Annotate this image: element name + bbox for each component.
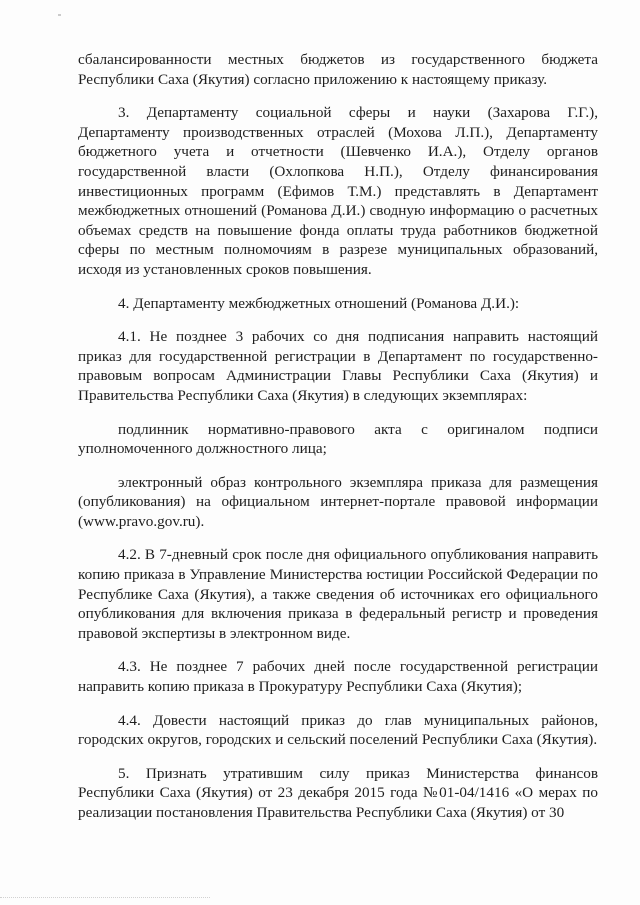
paragraph-item-3: 3. Департаменту социальной сферы и науки (Захарова Г.Г.), Департаменту производственных отраслей (Мохова Л.П.), Департаменту бюджетного учета и отчетности (Шевченко И.А.), Отделу органов государственной власти (Охлопкова Н.П.), Отделу финансирования инвестиционных программ (Ефимов Т.М.) представлять в Департамент межбюджетных отношений (Романова Д.И.) сводную информацию о расчетных объемах средств на повышение фонда оплаты труда работников бюджетной сферы по местным полномочиям в разрезе муниципальных образований, исходя из установленных сроков повышения. xyxy=(78,104,598,278)
paragraph-item-4-2: 4.2. В 7-дневный срок после дня официального опубликования направить копию приказа в Управление Министерства юстиции Российской Федерации по Республике Саха (Якутия), а также сведения об источниках его официального опубликования для включения приказа в федеральный регистр и проведения правовой экспертизы в электронном виде. xyxy=(78,546,598,642)
paragraph-continuation: сбалансированности местных бюджетов из государственного бюджета Республики Саха (Якутия) согласно приложению к настоящему приказу. xyxy=(78,51,598,88)
document-body xyxy=(78,50,598,837)
paragraph-item-4-1: 4.1. Не позднее 3 рабочих со дня подписания направить настоящий приказ для государственной регистрации в Департамент по государственно-правовым вопросам Администрации Главы Республики Саха (Якутия) и Правительства Республики Саха (Якутия) в следующих экземплярах: xyxy=(78,328,598,404)
scan-speck xyxy=(58,14,61,16)
paragraph-item-4-3: 4.3. Не позднее 7 рабочих дней после государственной регистрации направить копию приказа в Прокуратуру Республики Саха (Якутия); xyxy=(78,658,598,696)
paragraph-item-4-4: 4.4. Довести настоящий приказ до глав муниципальных районов, городских округов, городских и сельский поселений Республики Саха (Якутия). xyxy=(78,711,598,749)
scan-bottom-edge xyxy=(0,897,210,899)
paragraph-item-5: 5. Признать утратившим силу приказ Министерства финансов Республики Саха (Якутия) от 23 декабря 2015 года №01-04/1416 «О мерах по реализации постановления Правительства Республики Саха (Якутия) от 30 xyxy=(78,764,598,821)
paragraph-item-4-1-original: подлинник нормативно-правового акта с оригиналом подписи уполномоченного должностного лица; xyxy=(78,420,598,458)
paragraph-item-4-1-electronic: электронный образ контрольного экземпляра приказа для размещения (опубликования) на официальном интернет-портале правовой информации (www.pravo.gov.ru). xyxy=(78,473,598,530)
paragraph-item-4: 4. Департаменту межбюджетных отношений (Романова Д.И.): xyxy=(118,294,520,312)
